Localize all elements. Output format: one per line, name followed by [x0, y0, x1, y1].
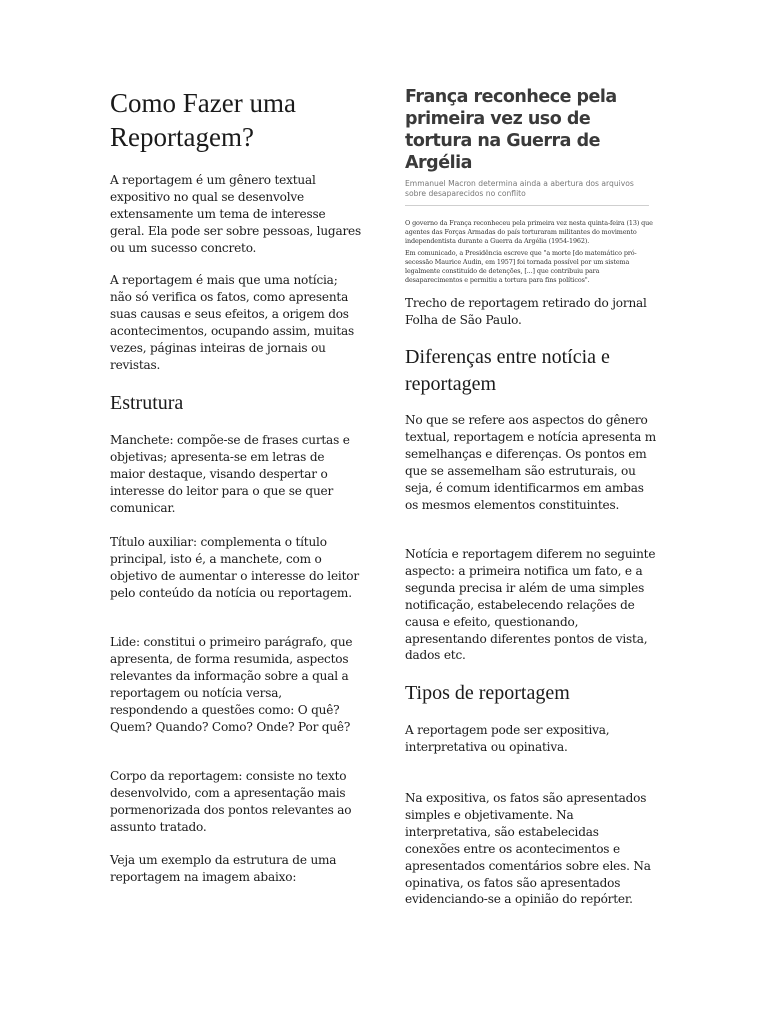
diferencas-paragraph-2: Notícia e reportagem diferem no seguinte aspecto: a primeira notifica um fato, e a segunda precisa ir além de uma simples notificação, estabelecendo relações de causa e efeito, questionando, apresentando diferentes pontos de vista, dados etc. [405, 547, 656, 663]
corpo-paragraph: Corpo da reportagem: consiste no texto desenvolvido, com a apresentação mais pormenorizada dos pontos relevantes ao assunto tratado. [110, 769, 352, 834]
clipping-subtitle: Emmanuel Macron determina ainda a abertura dos arquivos sobre desaparecidos no conflito [405, 179, 634, 198]
exemplo-paragraph: Veja um exemplo da estrutura de uma reportagem na imagem abaixo: [110, 853, 337, 884]
tipos-intro-paragraph: A reportagem pode ser expositiva, interpretativa ou opinativa. [405, 723, 610, 754]
manchete-paragraph: Manchete: compõe-se de frases curtas e objetivas; apresenta-se em letras de maior destaque, visando despertar o interesse do leitor para o que se quer comunicar. [110, 433, 350, 515]
titulo-auxiliar-paragraph: Título auxiliar: complementa o título principal, isto é, a manchete, com o objetivo de aumentar o interesse do leitor pelo conteúdo da notícia ou reportagem. [110, 535, 359, 600]
tipos-heading: Tipos de reportagem [405, 682, 570, 704]
clipping-paragraph-1: O governo da França reconheceu pela primeira vez nesta quinta-feira (13) que agentes das Forças Armadas do país torturaram militantes do movimento independentista durante a Guerra da Argélia (1954-1962). [405, 219, 653, 245]
clipping-caption: Trecho de reportagem retirado do jornal Folha de São Paulo. [405, 296, 647, 327]
diferencas-heading: Diferenças entre notícia e reportagem [405, 346, 610, 395]
clipping-paragraph-2: Em comunicado, a Presidência escreve que "a morte [do matemático pró-secessão Maurice Audin, em 1957] foi tornada possível por um sistema legalmente constituído de detenções, [...] que contribuiu para desaparecimentos e permitiu a tortura para fins políticos". [405, 249, 637, 284]
page-title: Como Fazer uma Reportagem? [110, 88, 296, 152]
estrutura-heading: Estrutura [110, 392, 184, 414]
clipping-headline: França reconhece pela primeira vez uso de tortura na Guerra de Argélia [405, 87, 617, 173]
intro-paragraph-2: A reportagem é mais que uma notícia; não só verifica os fatos, como apresenta suas causas e seus efeitos, a origem dos acontecimentos, ocupando assim, muitas vezes, páginas inteiras de jornais ou revistas. [110, 273, 355, 372]
diferencas-paragraph-1: No que se refere aos aspectos do gênero textual, reportagem e notícia apresenta m semelhanças e diferenças. Os pontos em que se assemelham são estruturais, ou seja, é comum identificarmos em ambas os mesmos elementos constituintes. [405, 413, 656, 512]
clipping-divider [405, 205, 649, 206]
lide-paragraph: Lide: constitui o primeiro parágrafo, que apresenta, de forma resumida, aspectos relevantes da informação sobre a qual a reportagem ou notícia versa, respondendo a questões como: O quê? Quem? Quando? Como? Onde? Por quê? [110, 635, 353, 734]
newspaper-clipping-image [405, 86, 657, 294]
tipos-detalhe-paragraph: Na expositiva, os fatos são apresentados simples e objetivamente. Na interpretativa, são estabelecidas conexões entre os acontecimentos e apresentados comentários sobre eles. Na opinativa, os fatos são apresentados evidenciando-se a opinião do repórter. [405, 791, 651, 907]
intro-paragraph-1: A reportagem é um gênero textual expositivo no qual se desenvolve extensamente um tema de interesse geral. Ela pode ser sobre pessoas, lugares ou um sucesso concreto. [110, 173, 362, 255]
